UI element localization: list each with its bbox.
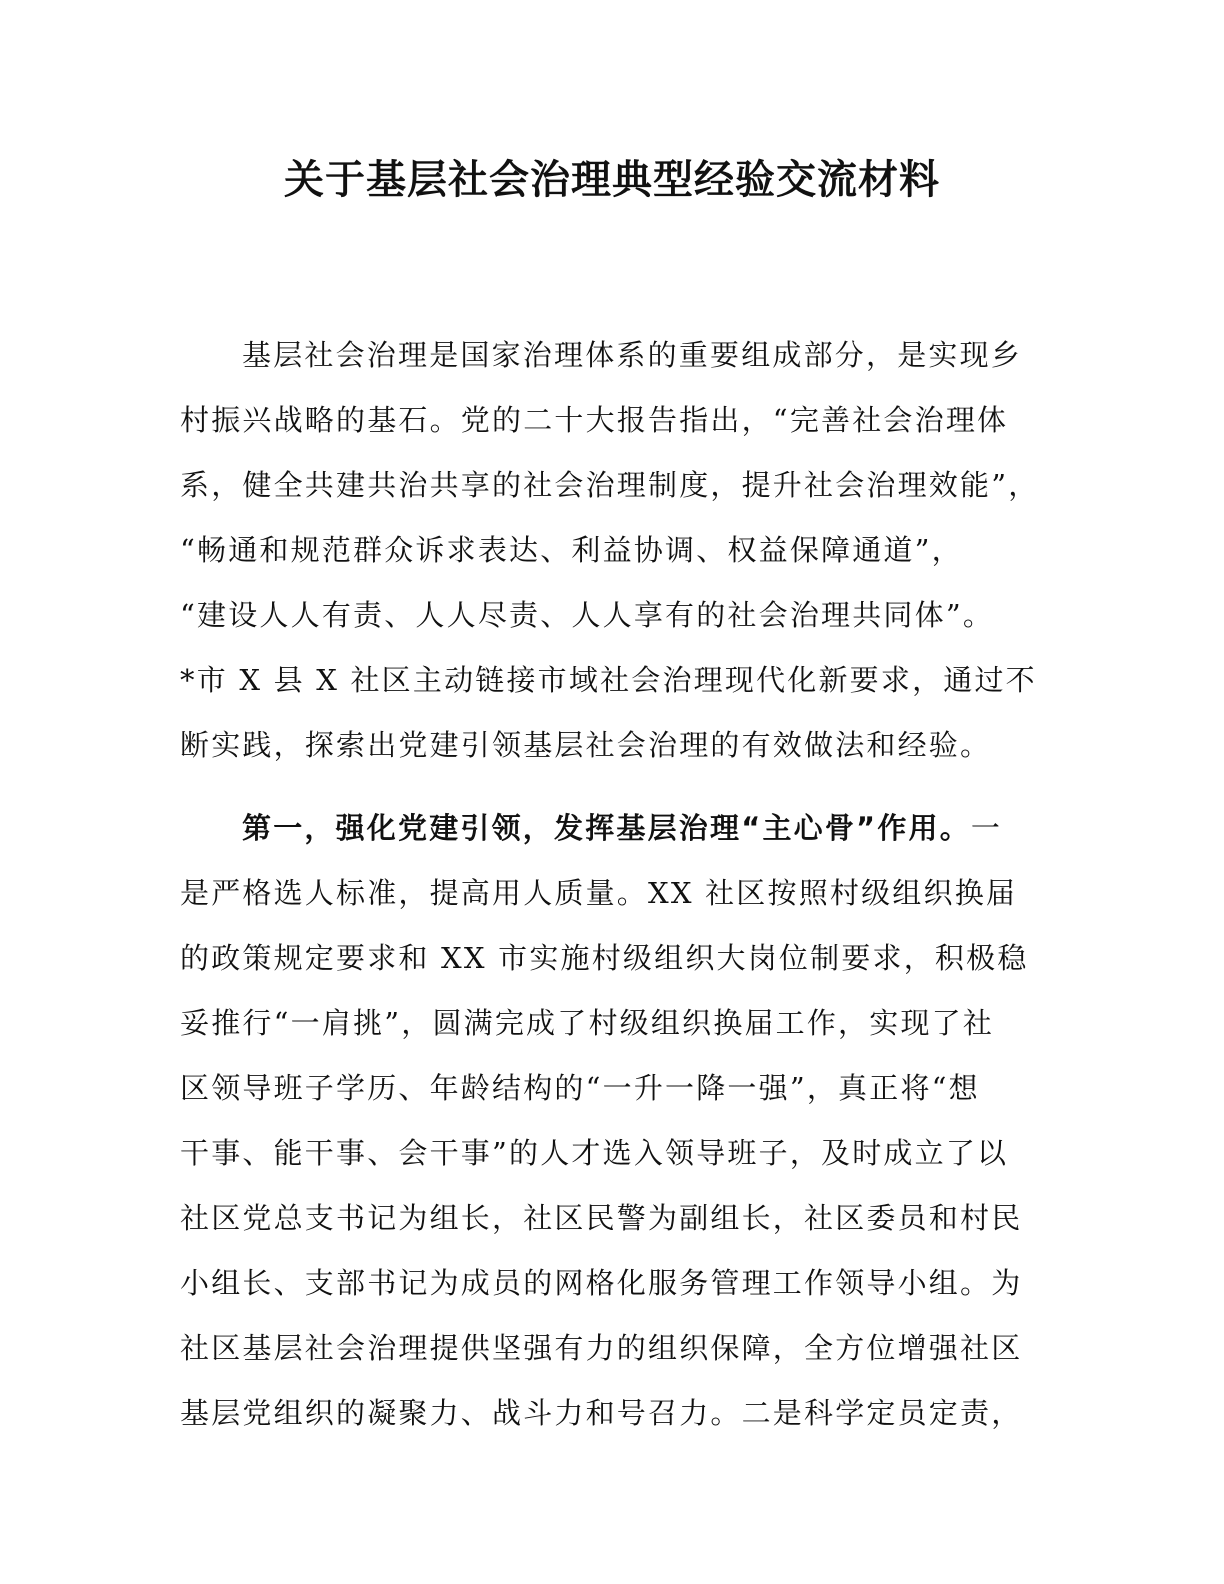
paragraph-1-line: *市 X 县 X 社区主动链接市域社会治理现代化新要求，通过不 (180, 663, 1037, 697)
paragraph-2-line: 社区基层社会治理提供坚强有力的组织保障，全方位增强社区 (180, 1331, 1023, 1365)
paragraph-spacer (180, 778, 1040, 796)
document-title: 关于基层社会治理典型经验交流材料 (284, 157, 940, 203)
paragraph-2-line: 是严格选人标准，提高用人质量。XX 社区按照村级组织换届 (180, 876, 1018, 910)
paragraph-1-line: “建设人人有责、人人尽责、人人享有的社会治理共同体”。 (180, 598, 995, 632)
paragraph-1-line: 基层社会治理是国家治理体系的重要组成部分，是实现乡 (242, 338, 1023, 372)
section-heading: 第一，强化党建引领，发挥基层治理“主心骨”作用。 (242, 811, 971, 845)
paragraph-1-line: “畅通和规范群众诉求表达、利益协调、权益保障通道”， (180, 533, 963, 567)
paragraph-2-line: 的政策规定要求和 XX 市实施村级组织大岗位制要求，积极稳 (180, 941, 1029, 975)
paragraph-2-line: 基层党组织的凝聚力、战斗力和号召力。二是科学定员定责， (180, 1396, 1023, 1430)
paragraph-2-first-line-rest: 一 (970, 811, 1003, 845)
paragraph-2-line: 小组长、支部书记为成员的网格化服务管理工作领导小组。为 (180, 1266, 1023, 1300)
paragraph-2-line: 干事、能干事、会干事”的人才选入领导班子，及时成立了以 (180, 1136, 1009, 1170)
paragraph-2-line: 区领导班子学历、年龄结构的“一升一降一强”，真正将“想 (180, 1071, 980, 1105)
paragraph-1-line: 村振兴战略的基石。党的二十大报告指出，“完善社会治理体 (180, 403, 1009, 437)
paragraph-1-line: 断实践，探索出党建引领基层社会治理的有效做法和经验。 (180, 728, 992, 762)
paragraph-2-first-line (180, 796, 1040, 861)
paragraph-2-line: 社区党总支书记为组长，社区民警为副组长，社区委员和村民 (180, 1201, 1023, 1235)
paragraph-1-line: 系，健全共建共治共享的社会治理制度，提升社会治理效能”， (180, 468, 1040, 502)
paragraph-2-line: 妥推行“一肩挑”，圆满完成了村级组织换届工作，实现了社 (180, 1006, 995, 1040)
document-body (180, 323, 1040, 1446)
